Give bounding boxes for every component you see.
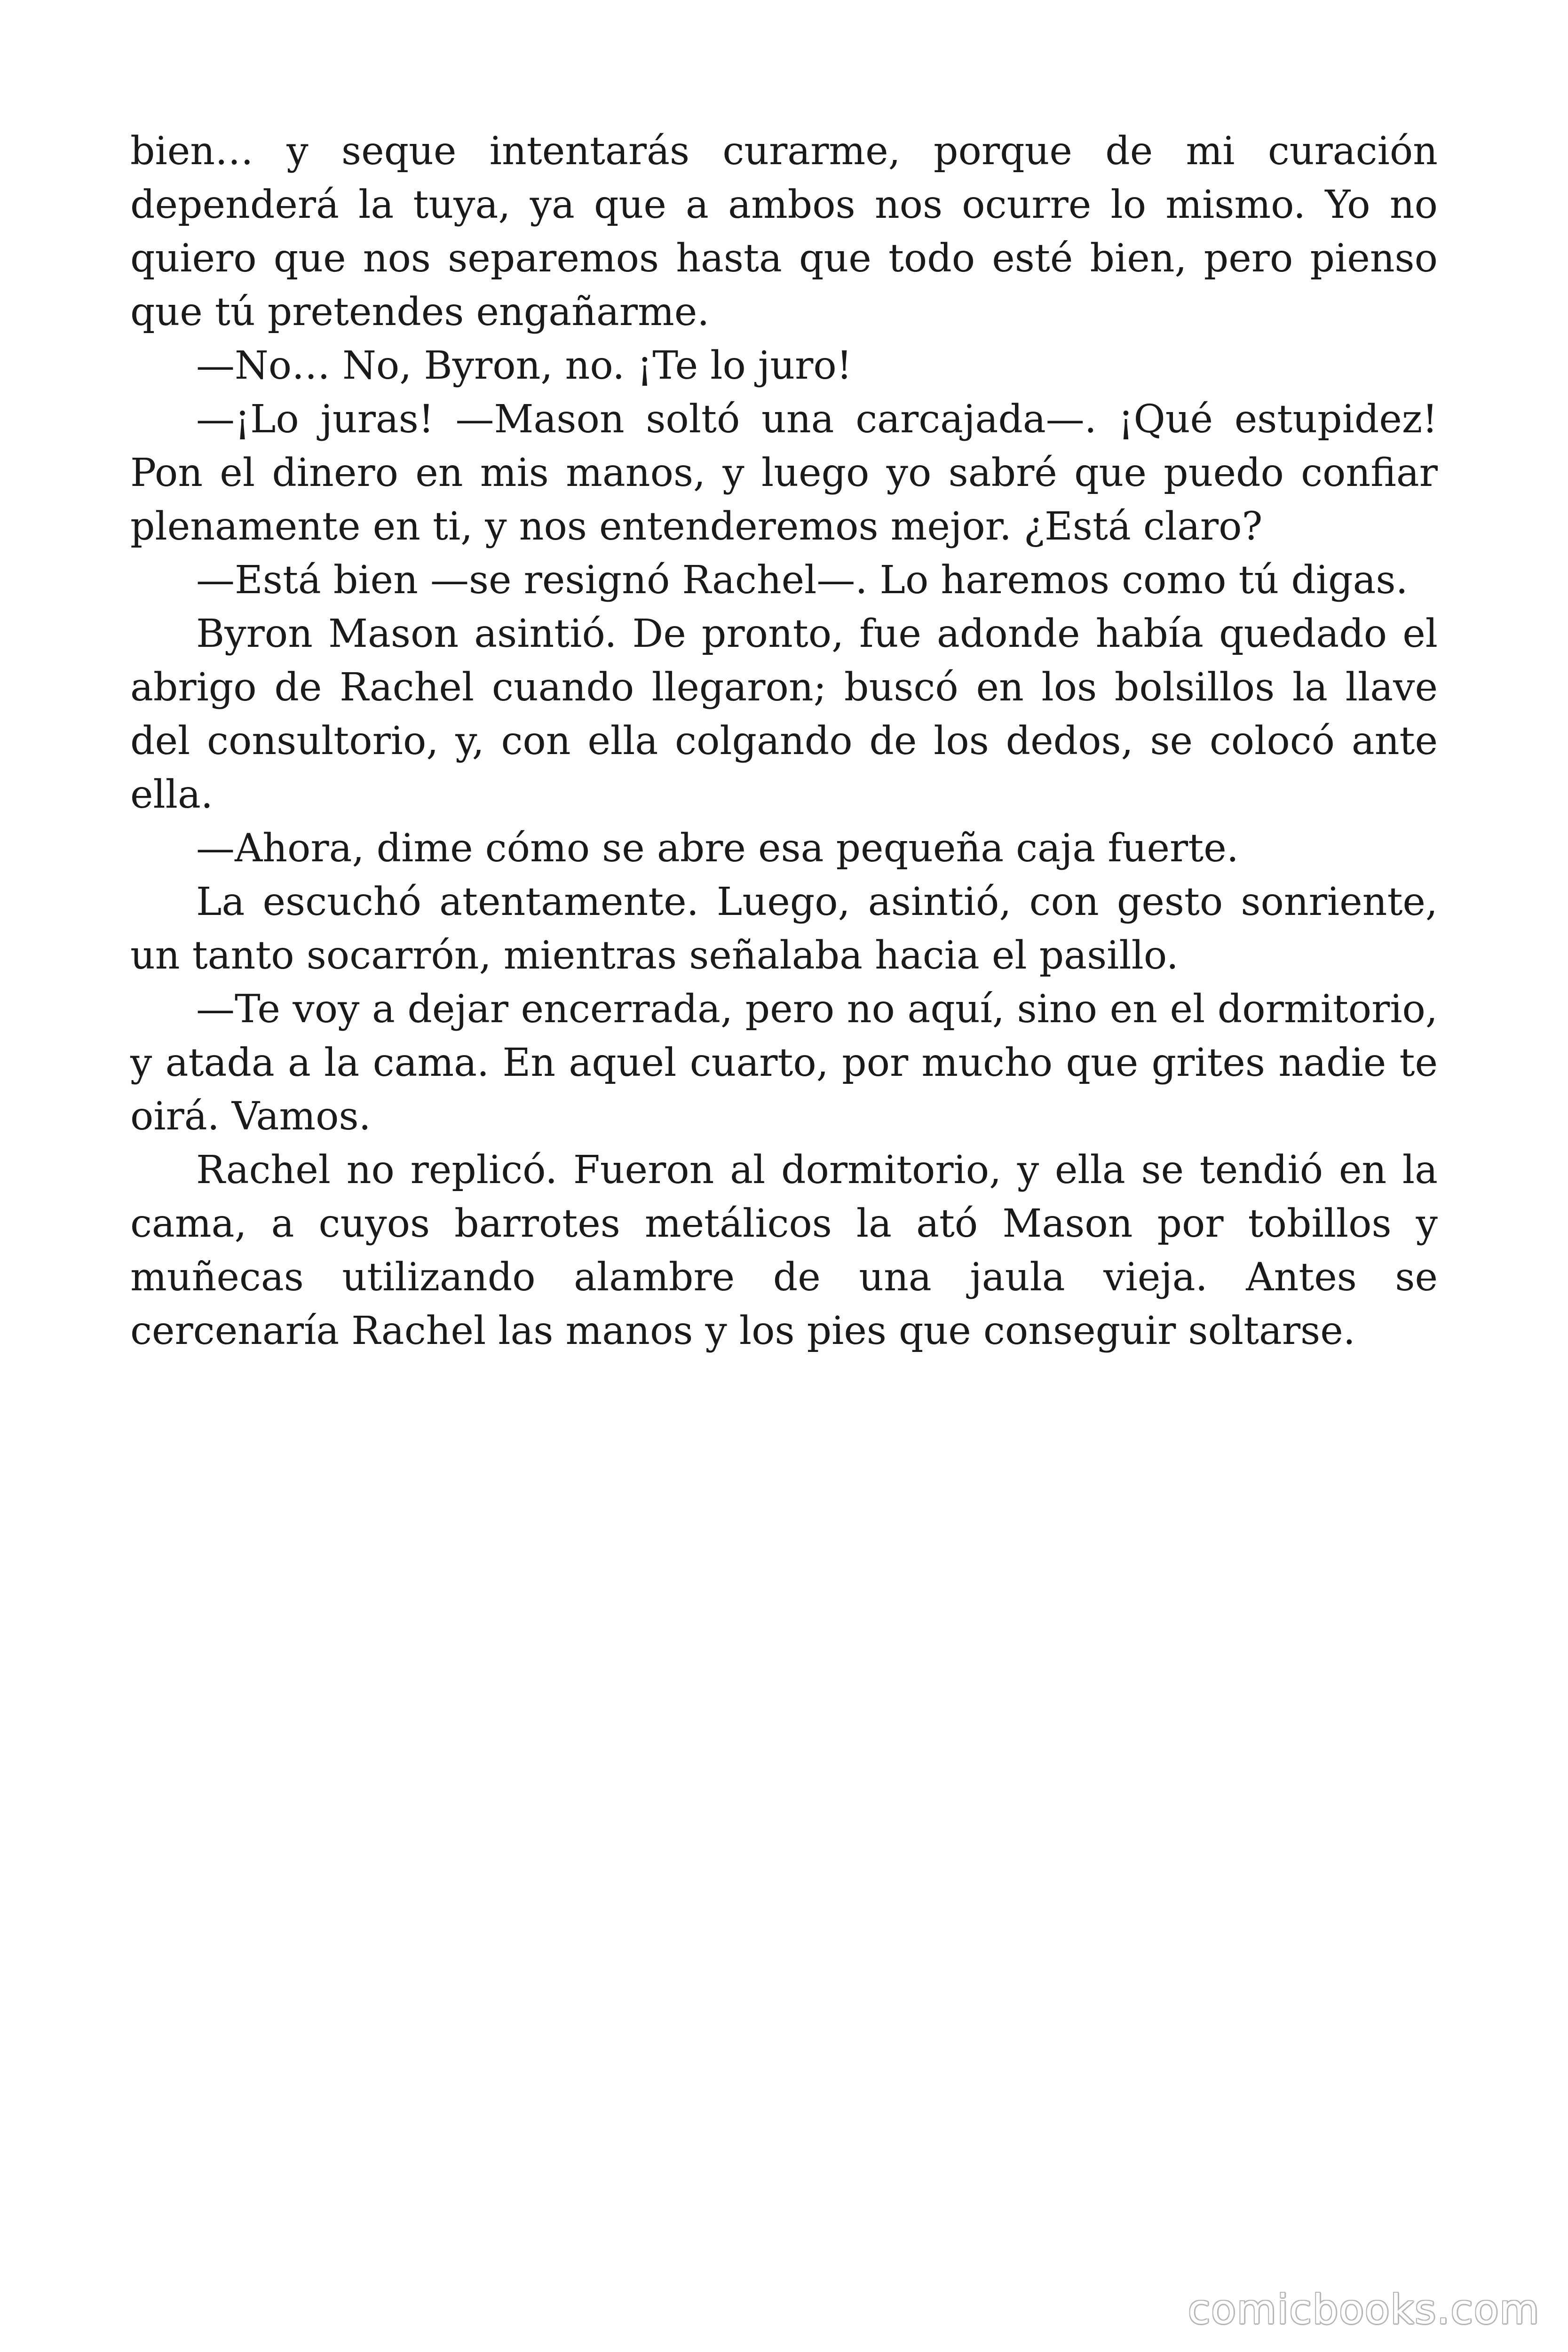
body-text [130, 125, 1438, 1358]
paragraph: —Está bien —se resignó Rachel—. Lo haremos como tú digas. [196, 558, 1408, 603]
paragraph: —No… No, Byron, no. ¡Te lo juro! [196, 343, 852, 388]
paragraph: —Ahora, dime cómo se abre esa pequeña caja fuerte. [196, 826, 1239, 871]
paragraph: La escuchó atentamente. Luego, asintió, con gesto sonriente, un tanto socarrón, mientras señalaba hacia el pasillo. [130, 880, 1438, 978]
paragraph: —¡Lo juras! —Mason soltó una carcajada—. ¡Qué estupidez! Pon el dinero en mis manos, y luego yo sabré que puedo confiar plenamente en ti, y nos entenderemos mejor. ¿Está claro? [130, 397, 1438, 549]
paragraph: bien… y seque intentarás curarme, porque de mi curación dependerá la tuya, ya que a ambos nos ocurre lo mismo. Yo no quiero que nos separemos hasta que todo esté bien, pero pienso que tú pretendes engañarme. [130, 129, 1438, 334]
paragraph: Rachel no replicó. Fueron al dormitorio, y ella se tendió en la cama, a cuyos barrotes metálicos la ató Mason por tobillos y muñecas utilizando alambre de una jaula vieja. Antes se cercenaría Rachel las manos y los pies que conseguir soltarse. [130, 1148, 1438, 1353]
watermark: comicbooks.com [1188, 2286, 1540, 2333]
paragraph: Byron Mason asintió. De pronto, fue adonde había quedado el abrigo de Rachel cuando llegaron; buscó en los bolsillos la llave del consultorio, y, con ella colgando de los dedos, se colocó ante ella. [130, 612, 1438, 817]
paragraph: —Te voy a dejar encerrada, pero no aquí, sino en el dormitorio, y atada a la cama. En aquel cuarto, por mucho que grites nadie te oirá. Vamos. [130, 987, 1438, 1139]
